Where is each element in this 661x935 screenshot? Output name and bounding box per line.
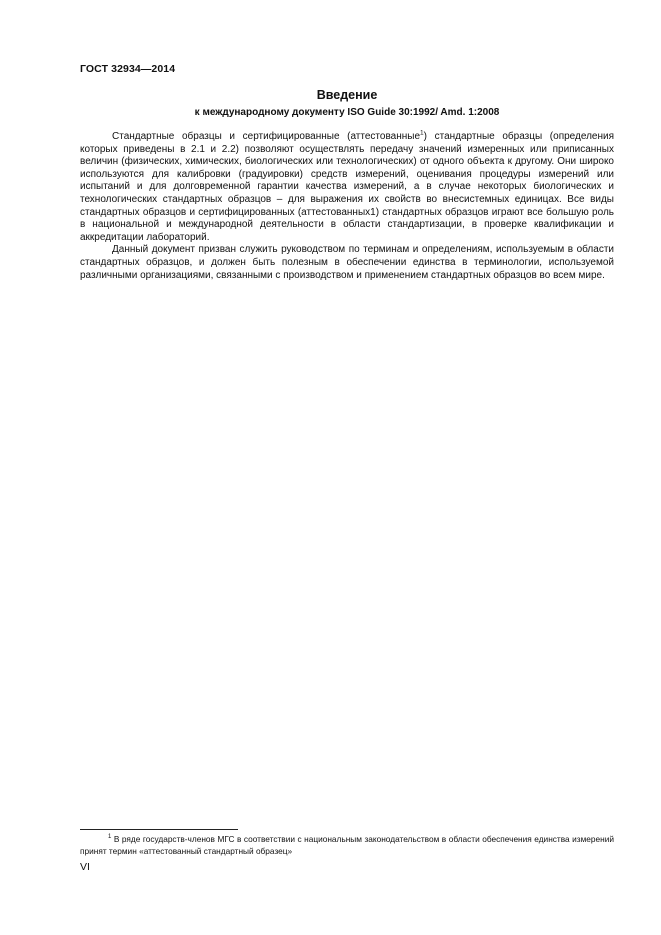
page-number: VI [80,861,90,873]
footnote-reference: 1 [420,129,424,137]
paragraph-1-text-end: ) стандартные образцы (определения которых приведены в 2.1 и 2.2) позволяют осуществлять передачу значений измеренных или приписанных величин (физических, химических, биологических или технологических) от одного объекта к другому. Они широко используются для калибровки (градуировки) средств измерений, оценивания процедуры измерений или испытаний и для долговременной гарантии качества измерений, а в случае некоторых биологических и технологических стандартных образцов – для выражения их свойств во внесистемных единицах. Все виды стандартных образцов и сертифицированных (аттестованных1) стандартных образцов играют все большую роль в национальной и международной деятельности в области стандартизации, в проверке квалификации и аккредитации лабораторий. [80,131,614,243]
paragraph-1 [80,131,614,244]
document-code: ГОСТ 32934—2014 [80,63,176,75]
footnote-divider [80,829,238,830]
paragraph-1-text-start: Стандартные образцы и сертифицированные (аттестованные [112,131,421,142]
footnote [80,834,614,857]
body-text [80,131,614,282]
paragraph-2: Данный документ призван служить руководством по терминам и определениям, используемым в области стандартных образцов, и должен быть полезным в обеспечении единства в терминологии, используемой различными организациями, связанными с производством и применением стандартных образцов во всем мире. [80,244,614,281]
section-title: Введение [316,88,378,102]
footnote-number: 1 [108,834,112,841]
footnote-text: В ряде государств-членов МГС в соответствии с национальным законодательством в области обеспечения единства измерений принят термин «аттестованный стандартный образец» [80,834,614,856]
section-subtitle: к международному документу ISO Guide 30:1992/ Amd. 1:2008 [194,107,500,118]
